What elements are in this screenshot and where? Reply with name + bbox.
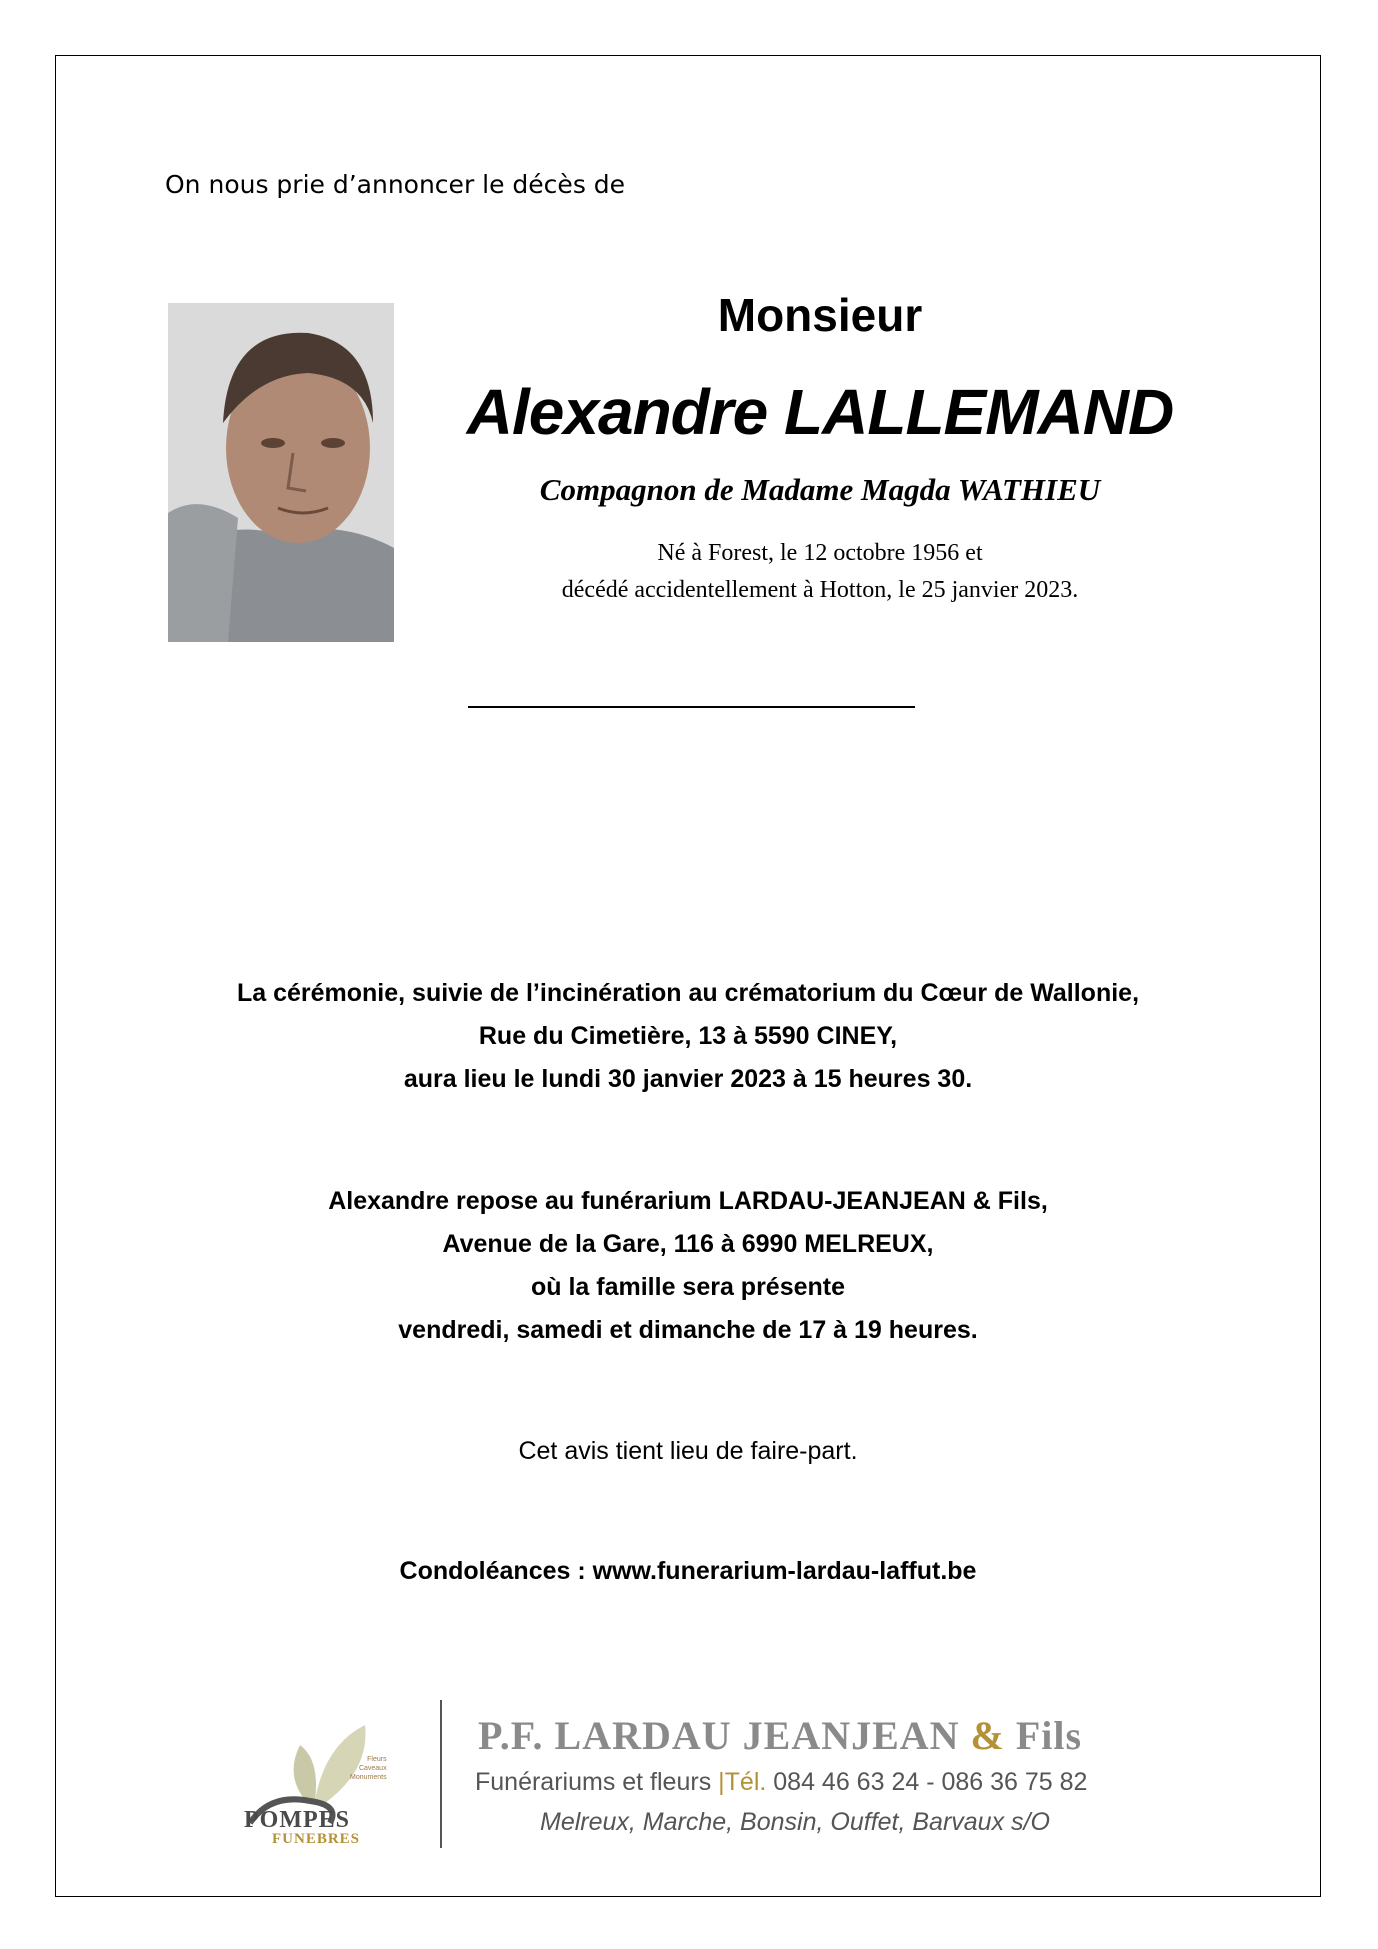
repose-line: où la famille sera présente bbox=[530, 1273, 846, 1301]
ceremony-line: La cérémonie, suivie de l’incinération au crématorium du Cœur de Wallonie, bbox=[236, 979, 1140, 1007]
repose-line: vendredi, samedi et dimanche de 17 à 19 heures. bbox=[398, 1316, 978, 1344]
footer-divider bbox=[440, 1700, 442, 1848]
funeral-home-footer bbox=[230, 1700, 1180, 1850]
birth-death-dates bbox=[460, 535, 1180, 609]
services-phone bbox=[475, 1768, 1087, 1797]
companion-line: Compagnon de Madame Magda WATHIEU bbox=[539, 472, 1101, 507]
intro-text: On nous prie d’annoncer le décès de bbox=[165, 170, 626, 199]
death-line: décédé accidentellement à Hotton, le 25 janvier 2023. bbox=[561, 577, 1079, 603]
condolences-link[interactable]: Condoléances : www.funerarium-lardau-laffut.be bbox=[399, 1557, 977, 1585]
logo-main-text: POMPES bbox=[244, 1807, 350, 1833]
ceremony-line: aura lieu le lundi 30 janvier 2023 à 15 heures 30. bbox=[403, 1065, 973, 1093]
repose-block bbox=[100, 1180, 1276, 1352]
logo-sub-text: FUNEBRES bbox=[272, 1831, 361, 1847]
ceremony-block bbox=[100, 972, 1276, 1101]
company-name-main: P.F. LARDAU JEANJEAN bbox=[478, 1713, 971, 1758]
pompes-funebres-logo bbox=[230, 1705, 430, 1845]
logo-services bbox=[350, 1755, 387, 1782]
divider-line bbox=[468, 706, 915, 708]
logo-small-text: Monuments bbox=[350, 1774, 387, 1781]
company-ampersand: & bbox=[970, 1713, 1005, 1758]
notice-text: Cet avis tient lieu de faire-part. bbox=[518, 1437, 858, 1465]
logo-small-text: Fleurs bbox=[367, 1756, 387, 1763]
services-text: Funérariums et fleurs bbox=[475, 1768, 719, 1796]
portrait-photo bbox=[168, 303, 394, 642]
honorific-title: Monsieur bbox=[717, 289, 923, 341]
locations-list: Melreux, Marche, Bonsin, Ouffet, Barvaux s/O bbox=[540, 1808, 1050, 1836]
company-name bbox=[478, 1712, 1082, 1759]
repose-line: Alexandre repose au funérarium LARDAU-JEANJEAN & Fils, bbox=[328, 1187, 1048, 1215]
repose-line: Avenue de la Gare, 116 à 6990 MELREUX, bbox=[442, 1230, 934, 1258]
services-separator: | bbox=[718, 1768, 725, 1796]
company-name-fils: Fils bbox=[1004, 1713, 1083, 1758]
phone-numbers[interactable]: 084 46 63 24 - 086 36 75 82 bbox=[766, 1768, 1088, 1796]
phone-label: Tél. bbox=[724, 1768, 767, 1796]
logo-small-text: Caveaux bbox=[358, 1765, 387, 1772]
deceased-name: Alexandre LALLEMAND bbox=[466, 376, 1174, 448]
birth-line: Né à Forest, le 12 octobre 1956 et bbox=[657, 540, 983, 566]
ceremony-line: Rue du Cimetière, 13 à 5590 CINEY, bbox=[478, 1022, 898, 1050]
